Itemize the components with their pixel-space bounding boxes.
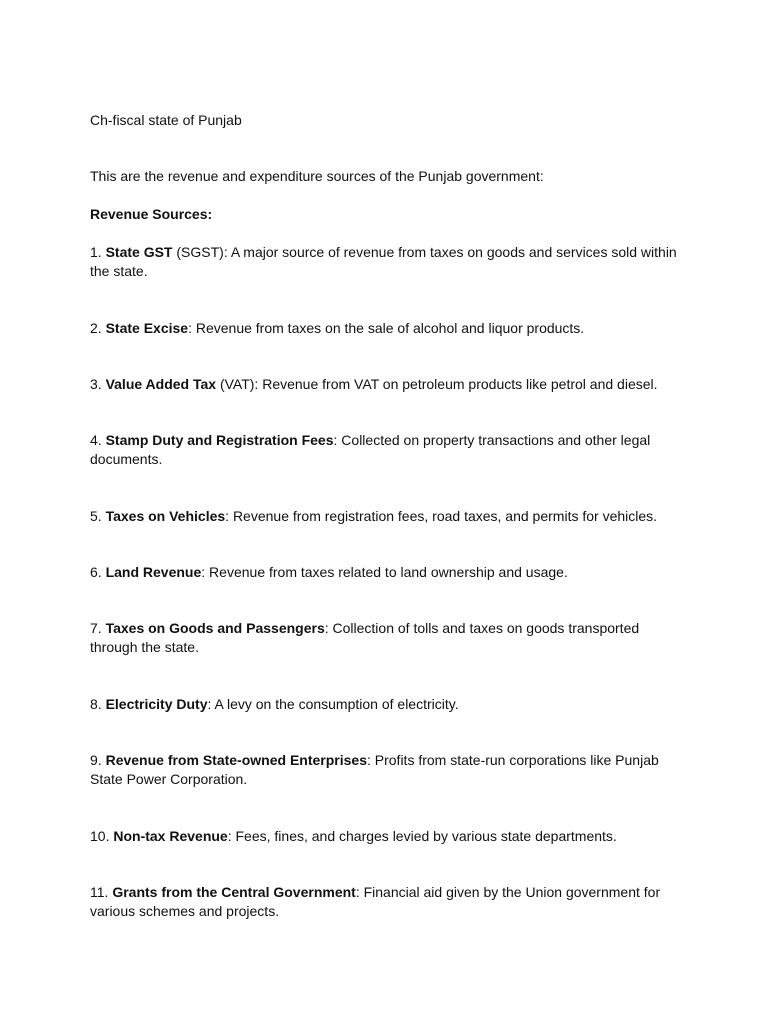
item-number: 3. xyxy=(90,376,102,392)
document-page xyxy=(90,111,690,959)
item-number: 4. xyxy=(90,432,102,448)
list-item xyxy=(90,431,690,469)
item-description: : Profits from state-run corporations like Punjab State Power Corporation. xyxy=(90,752,659,787)
item-description: : Financial aid given by the Union government for various schemes and projects. xyxy=(90,884,661,919)
list-item xyxy=(90,883,690,921)
list-item xyxy=(90,827,690,846)
list-item xyxy=(90,243,690,281)
section-heading: Revenue Sources: xyxy=(90,206,213,222)
item-term: Value Added Tax xyxy=(105,376,217,392)
item-description: : Collected on property transactions and other legal documents. xyxy=(90,432,651,467)
item-description: : Revenue from registration fees, road taxes, and permits for vehicles. xyxy=(225,508,658,524)
item-number: 11. xyxy=(90,884,109,900)
item-number: 8. xyxy=(90,696,102,712)
item-description: : Revenue from taxes related to land ownership and usage. xyxy=(201,564,568,580)
item-description: : Revenue from taxes on the sale of alcohol and liquor products. xyxy=(188,320,585,336)
list-item xyxy=(90,507,690,526)
list-item xyxy=(90,695,690,714)
intro-paragraph: This are the revenue and expenditure sources of the Punjab government: xyxy=(90,168,544,184)
document-title: Ch-fiscal state of Punjab xyxy=(90,112,242,128)
item-term: Grants from the Central Government xyxy=(112,884,356,900)
item-term: State GST xyxy=(105,244,173,260)
item-description: : Fees, fines, and charges levied by various state departments. xyxy=(227,828,617,844)
item-number: 1. xyxy=(90,244,102,260)
item-term: Electricity Duty xyxy=(105,696,208,712)
list-item xyxy=(90,319,690,338)
list-item xyxy=(90,375,690,394)
item-number: 5. xyxy=(90,508,102,524)
item-description: : A levy on the consumption of electricity. xyxy=(207,696,459,712)
list-item xyxy=(90,751,690,789)
item-term: Revenue from State-owned Enterprises xyxy=(105,752,367,768)
item-number: 7. xyxy=(90,620,102,636)
item-term: Taxes on Vehicles xyxy=(105,508,226,524)
item-description: (VAT): Revenue from VAT on petroleum products like petrol and diesel. xyxy=(216,376,658,392)
item-term: State Excise xyxy=(105,320,189,336)
item-number: 2. xyxy=(90,320,102,336)
revenue-sources-list xyxy=(90,243,690,921)
item-term: Non-tax Revenue xyxy=(113,828,228,844)
item-description: (SGST): A major source of revenue from taxes on goods and services sold within the state. xyxy=(90,244,677,279)
item-number: 9. xyxy=(90,752,102,768)
item-number: 6. xyxy=(90,564,102,580)
item-term: Taxes on Goods and Passengers xyxy=(105,620,325,636)
item-term: Land Revenue xyxy=(105,564,202,580)
list-item xyxy=(90,563,690,582)
item-description: : Collection of tolls and taxes on goods transported through the state. xyxy=(90,620,640,655)
item-number: 10. xyxy=(90,828,110,844)
item-term: Stamp Duty and Registration Fees xyxy=(105,432,334,448)
list-item xyxy=(90,619,690,657)
